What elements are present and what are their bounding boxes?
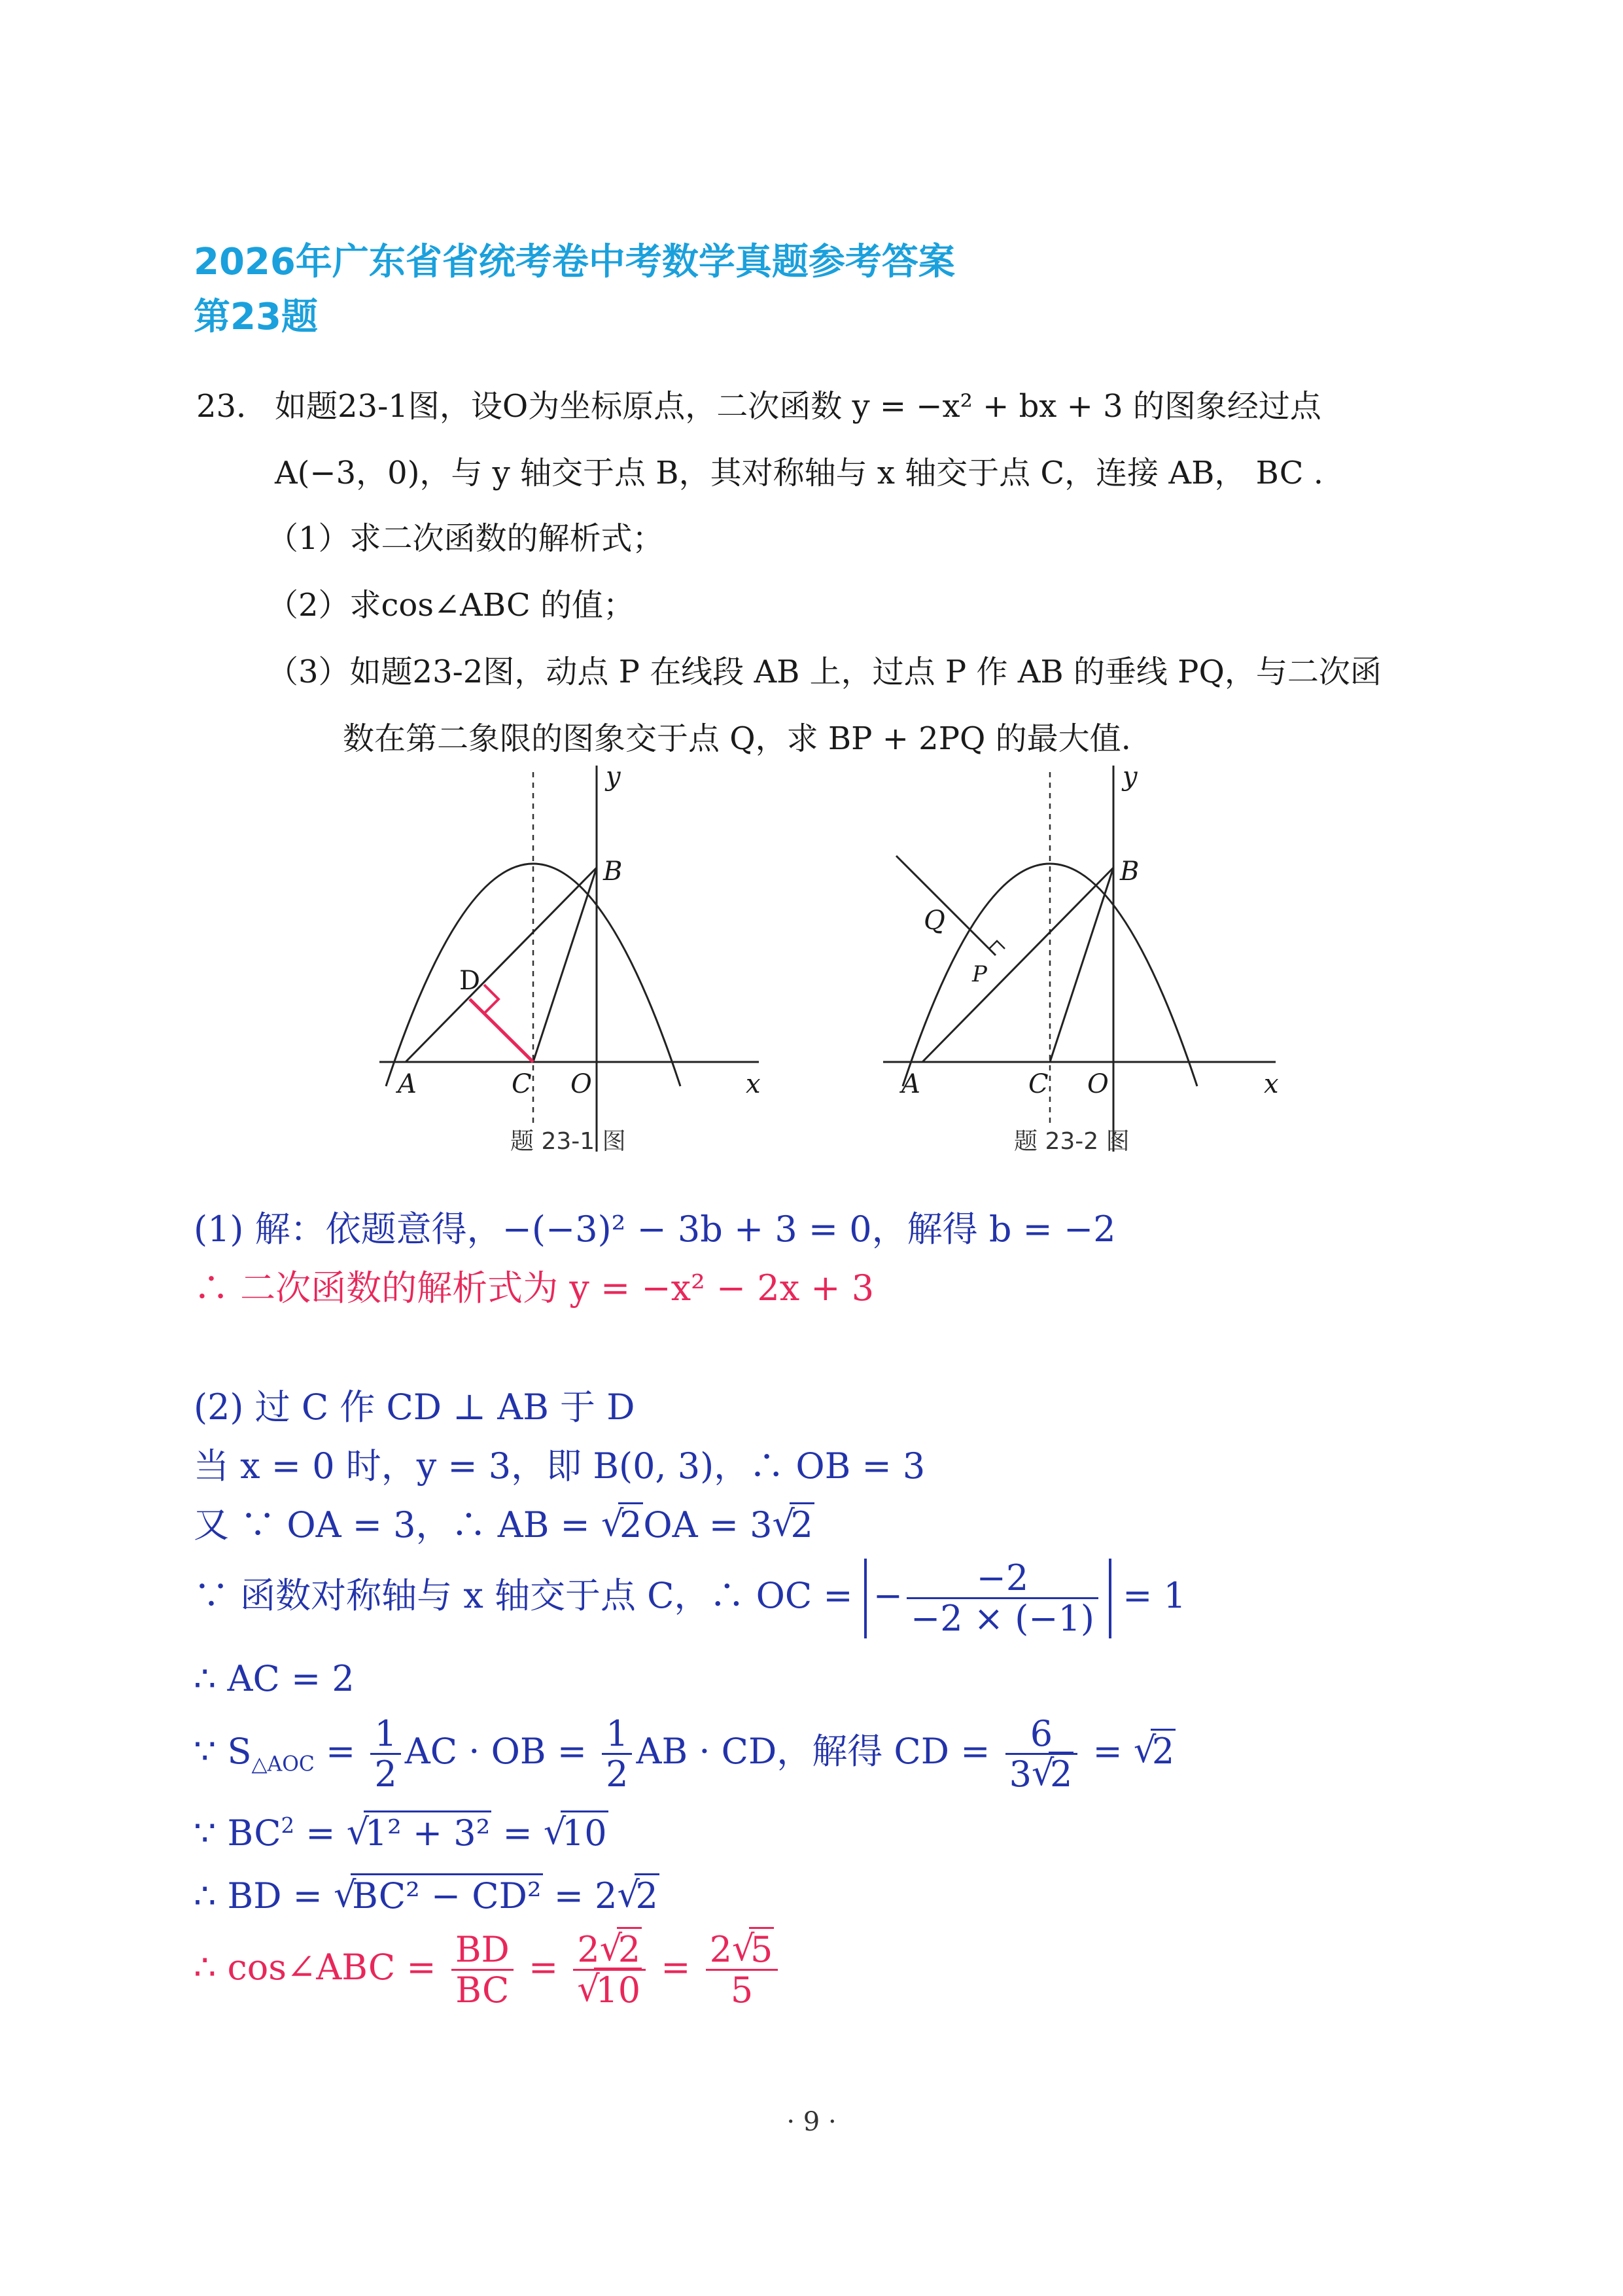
sqrt-bd [334, 1875, 543, 1916]
solution-line-4: 当 x = 0 时，y = 3，即 B(0, 3)，∴ OB = 3 [194, 1445, 926, 1487]
solution-line-2: ∴ 二次函数的解析式为 y = −x² − 2x + 3 [194, 1267, 875, 1309]
square-exponent: 2 [281, 1813, 295, 1838]
solution-line-11: ∴ cos∠ABC = $\frac{BD}{BC}$ = 2√ 2 √ 10 = $\frac{2√ 5}{5}$ [194, 1930, 782, 2010]
solution-line-9-a: ∵ BC [194, 1812, 281, 1854]
sqrt-10 [544, 1812, 608, 1854]
sqrt-10 [577, 1971, 642, 2009]
fig2-label-c: C [1028, 1069, 1049, 1099]
page-number: · 9 · [786, 2107, 837, 2137]
solution-line-8-c: AC · OB = [404, 1730, 599, 1772]
sqrt-2 [773, 1504, 814, 1545]
cos-fraction-2 [573, 1930, 646, 2010]
sqrt-2-radicand: 2 [1049, 1752, 1073, 1795]
fig1-label-x: x [746, 1069, 761, 1099]
question-part-3-line-2: 数在第二象限的图象交于点 Q，求 BP + 2PQ 的最大值. [343, 720, 1131, 757]
solution-line-5-a: 又 ∵ OA = 3，∴ AB = [194, 1504, 601, 1545]
cos-fraction-3-num [706, 1930, 778, 1971]
solution-line-7: ∴ AC = 2 [194, 1658, 355, 1699]
question-line-1: 如题23-1图，设O为坐标原点，二次函数 y = −x² + bx + 3 的图象经过点 [275, 388, 1321, 425]
solution-line-11-a: ∴ cos∠ABC = [194, 1946, 447, 1988]
fig1-right-angle-mark [484, 985, 498, 1014]
half-denominator: 2 [606, 1754, 629, 1795]
cos-fraction-2-num [573, 1930, 646, 1971]
cd-denominator [1005, 1755, 1078, 1793]
sqrt-5 [732, 1930, 774, 1969]
cd-denominator-coefficient: 3 [1009, 1754, 1032, 1795]
fig2-label-q: Q [924, 906, 945, 936]
fig2-caption: 题 23-2 图 [1014, 1128, 1130, 1152]
solution-line-9-c: = [491, 1812, 544, 1854]
solution-line-8-d: AB · CD，解得 CD = [636, 1730, 1002, 1772]
fig2-segment-bc [1050, 868, 1113, 1062]
cd-fraction [1005, 1714, 1078, 1794]
figures [366, 759, 1295, 1152]
sqrt-10-radicand: 10 [561, 1810, 608, 1854]
oc-fraction [907, 1559, 1098, 1638]
solution-line-6 [194, 1559, 1186, 1638]
fig2-label-x: x [1264, 1069, 1279, 1099]
absolute-value: − $\frac{-2}{-2 \times (-1)}$ [864, 1559, 1111, 1638]
fig2-label-y: y [1123, 762, 1138, 792]
cos-fraction-3 [706, 1930, 778, 2010]
question-part-2: （2）求cos∠ABC 的值； [267, 587, 635, 624]
fig1-label-b: B [603, 857, 623, 887]
solution-line-6-b: = 1 [1111, 1574, 1186, 1616]
question-part-1: （1）求二次函数的解析式； [267, 520, 664, 557]
fig2-right-angle-mark [989, 941, 1005, 949]
question-number: 23． [196, 388, 268, 425]
half-numerator: 1 [602, 1714, 632, 1755]
half-fraction [602, 1714, 632, 1794]
sqrt-2 [1032, 1755, 1073, 1793]
cos-fraction-1-den: BC [455, 1969, 510, 2011]
sqrt-2-radicand: 2 [1151, 1729, 1176, 1772]
half-fraction [370, 1714, 400, 1794]
cos-fraction-1-num: BD [451, 1930, 514, 1971]
fig2-label-a: A [901, 1069, 920, 1099]
cos-fraction-3-den: 5 [730, 1969, 754, 2011]
oc-denominator: −2 × (−1) [911, 1598, 1094, 1640]
fig1-label-d: D [459, 966, 481, 996]
figure-23-2 [883, 762, 1279, 1152]
solution-line-10 [194, 1875, 659, 1916]
sqrt-2-radicand: 2 [790, 1502, 814, 1545]
fig1-segment-cd [470, 999, 533, 1062]
doc-subtitle: 第23题 [194, 296, 318, 338]
fig1-label-a: A [398, 1069, 417, 1099]
sqrt-2-radicand: 2 [635, 1873, 659, 1916]
fig1-segment-bc [533, 868, 597, 1062]
solution-line-10-b: = 2 [542, 1875, 618, 1916]
half-denominator: 2 [374, 1754, 397, 1795]
fig1-label-o: O [570, 1069, 592, 1099]
solution-line-1: (1) 解：依题意得，−(−3)² − 3b + 3 = 0，解得 b = −2 [194, 1209, 1116, 1250]
sqrt-10-radicand: 10 [594, 1968, 642, 2011]
fig2-label-p: P [972, 961, 987, 987]
half-numerator: 1 [370, 1714, 400, 1755]
sqrt-2 [601, 1504, 643, 1545]
question-part-3-line-1: （3）如题23-2图，动点 P 在线段 AB 上，过点 P 作 AB 的垂线 PQ，与二次函 [267, 654, 1382, 690]
solution-line-3: (2) 过 C 作 CD ⊥ AB 于 D [194, 1386, 635, 1428]
triangle-subscript: △AOC [251, 1752, 315, 1776]
solution-line-9-b: = [294, 1812, 347, 1854]
bd-radicand: BC² − CD² [351, 1873, 543, 1916]
oc-numerator: −2 [907, 1559, 1098, 1599]
solution-line-8-e: = [1081, 1730, 1134, 1772]
solution-line-8-b: = [314, 1730, 367, 1772]
solution-line-5 [194, 1497, 814, 1547]
sqrt-5-radicand: 5 [749, 1927, 774, 1970]
sqrt-sum-squares [347, 1812, 492, 1854]
fig2-segment-pq [896, 856, 996, 955]
sqrt-2 [600, 1930, 642, 1969]
question-line-2: A(−3，0)，与 y 轴交于点 B，其对称轴与 x 轴交于点 C，连接 AB， BC . [275, 455, 1324, 491]
sqrt-2-radicand: 2 [617, 1927, 642, 1970]
fig1-label-y: y [606, 762, 621, 792]
solution-line-6-a: ∵ 函数对称轴与 x 轴交于点 C，∴ OC = [194, 1574, 864, 1616]
solution-line-5-b: OA = 3 [643, 1504, 773, 1545]
solution-line-10-a: ∴ BD = [194, 1875, 334, 1916]
fig2-label-o: O [1087, 1069, 1109, 1099]
fig1-label-c: C [512, 1069, 532, 1099]
figure-23-1 [379, 762, 761, 1152]
sqrt-2-radicand: 2 [618, 1502, 643, 1545]
cos-fraction-2-den [573, 1971, 646, 2009]
sqrt-2 [1134, 1731, 1176, 1772]
cd-numerator: 6 [1005, 1714, 1078, 1755]
cos-fraction-1 [451, 1930, 514, 2010]
sqrt-2 [618, 1875, 659, 1916]
fig2-label-b: B [1120, 857, 1140, 887]
doc-title: 2026年广东省省统考卷中考数学真题参考答案 [194, 241, 955, 283]
solution-line-8-a: ∵ S [194, 1730, 252, 1772]
sum-squares-radicand: 1² + 3² [364, 1810, 492, 1854]
fig1-caption: 题 23-1 图 [510, 1128, 626, 1152]
solution-line-8 [194, 1714, 1176, 1794]
cos-fraction-2-coefficient: 2 [577, 1929, 600, 1970]
solution-line-9 [194, 1812, 608, 1854]
cos-fraction-3-coefficient: 2 [709, 1929, 733, 1970]
